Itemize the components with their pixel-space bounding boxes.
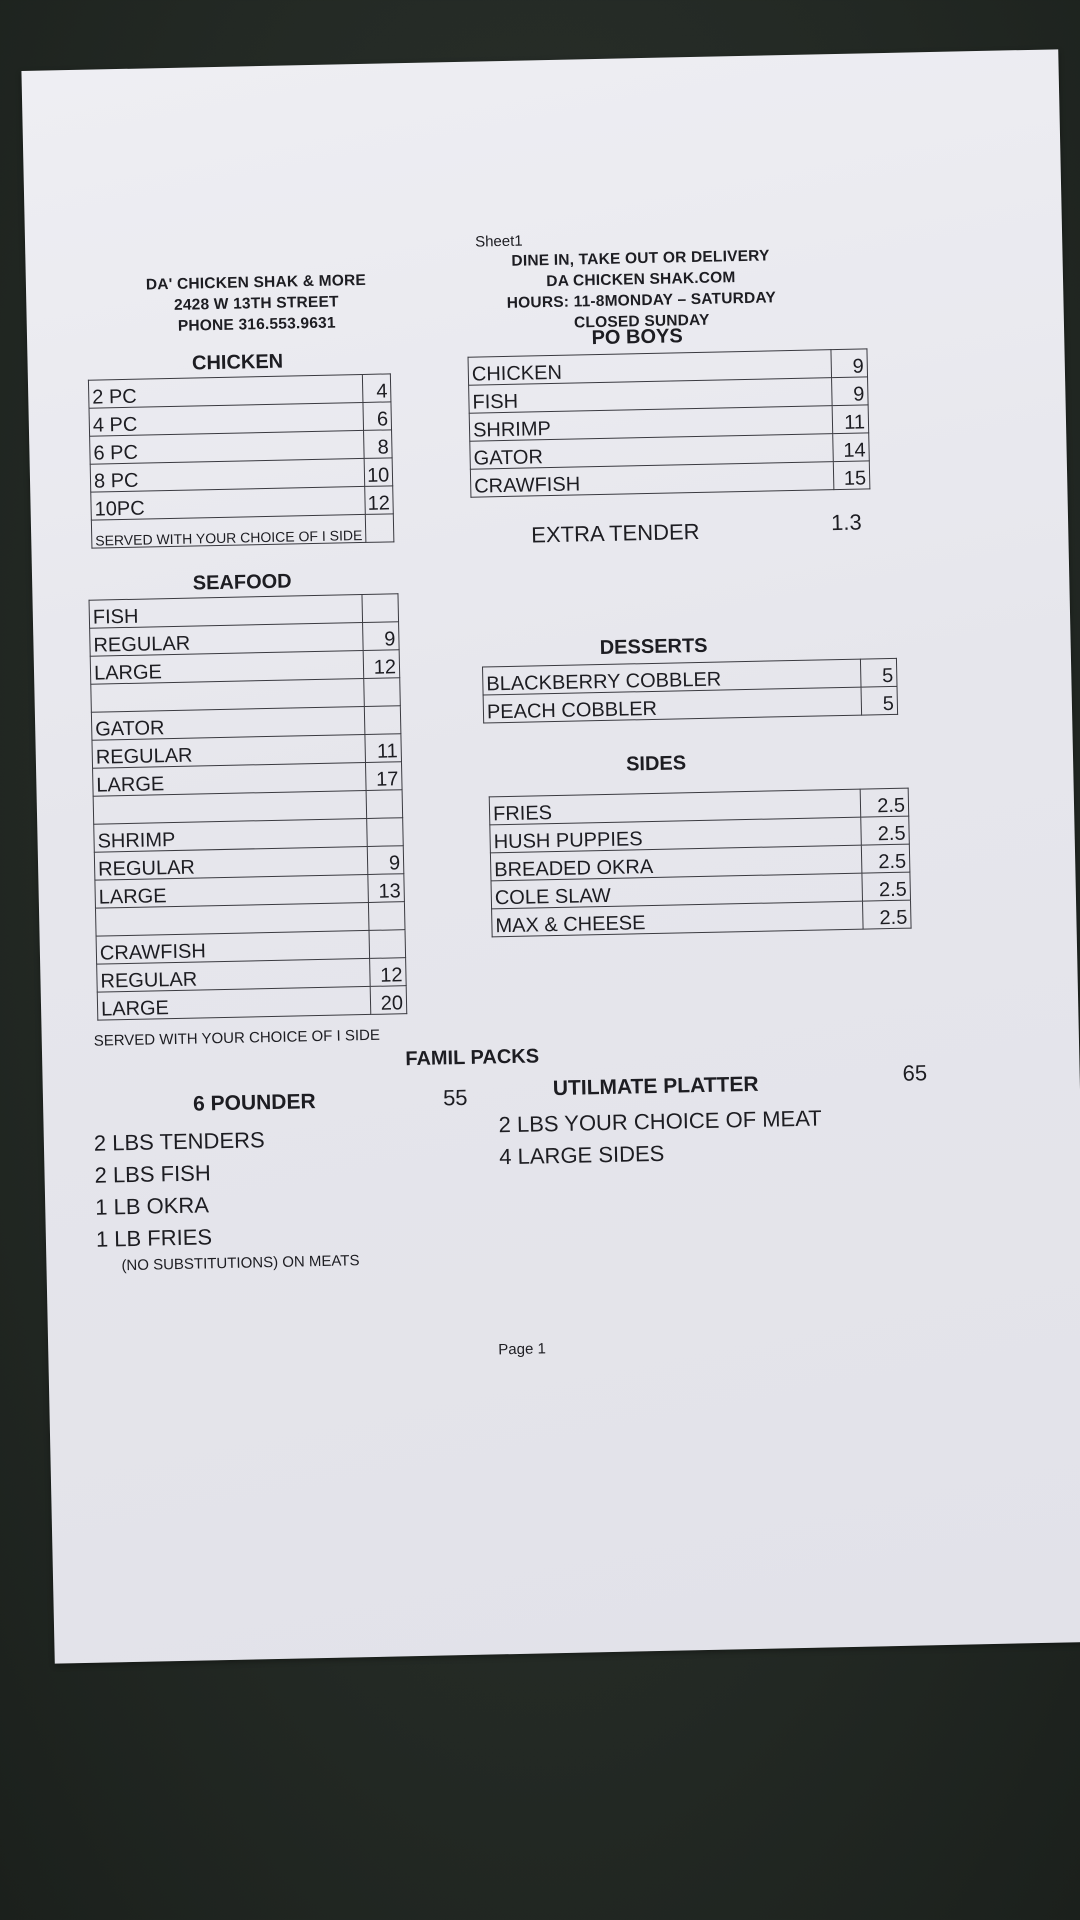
extra-tender-label: EXTRA TENDER [530, 518, 700, 548]
desserts-table [482, 658, 898, 724]
item-price: 9 [363, 622, 400, 651]
item-price: 2.5 [861, 844, 910, 873]
hours: HOURS: 11-8MONDAY – SATURDAY [506, 289, 777, 312]
item-price: 2.5 [862, 872, 911, 901]
item-price [366, 790, 403, 819]
item-name: REGULAR [97, 958, 371, 992]
item-name: SHRIMP [469, 406, 833, 442]
item-name: 2 PC [88, 374, 363, 408]
item-name: COLE SLAW [491, 873, 863, 909]
closed-day: CLOSED SUNDAY [573, 311, 710, 332]
item-price: 14 [833, 433, 870, 462]
item-name: FISH [89, 595, 363, 629]
item-price: 12 [370, 958, 407, 987]
item-name: LARGE [95, 874, 369, 908]
po-boys-title: PO BOYS [591, 325, 683, 350]
service-options: DINE IN, TAKE OUT OR DELIVERY [511, 247, 770, 270]
item-price: 13 [368, 874, 405, 903]
seafood-table [89, 593, 408, 1020]
sides-title: SIDES [625, 752, 687, 776]
item-price: 5 [861, 686, 898, 715]
item-price: 17 [365, 762, 402, 791]
item-price: 4 [362, 374, 391, 403]
item-name: LARGE [93, 762, 367, 796]
item-price: 5 [860, 658, 897, 687]
chicken-title: CHICKEN [191, 350, 284, 375]
item-price: 20 [370, 986, 407, 1015]
item-name: HUSH PUPPIES [490, 817, 862, 853]
seafood-note: SERVED WITH YOUR CHOICE OF I SIDE [93, 1026, 381, 1050]
item-price: 10 [364, 458, 393, 487]
item-price [364, 678, 401, 707]
item-price: 11 [365, 734, 402, 763]
pounder-contents [94, 1124, 267, 1256]
item-price: 9 [367, 846, 404, 875]
item-name: 10PC [91, 486, 366, 520]
extra-tender-price: 1.3 [830, 509, 862, 536]
list-item: 4 LARGE SIDES [499, 1140, 665, 1170]
item-name: BREADED OKRA [490, 845, 862, 881]
item-name: CHICKEN [468, 350, 832, 386]
item-price: 11 [832, 405, 869, 434]
item-price: 2.5 [863, 900, 912, 929]
item-price [362, 594, 399, 623]
item-price: 12 [365, 486, 394, 515]
family-packs-title: FAMIL PACKS [405, 1045, 540, 1071]
chicken-table [88, 373, 395, 548]
item-price [367, 818, 404, 847]
item-name: LARGE [97, 986, 371, 1020]
item-price: 15 [833, 461, 870, 490]
list-item: 1 LB OKRA [94, 1192, 210, 1220]
website: DA CHICKEN SHAK.COM [546, 269, 736, 291]
item-price: 2.5 [861, 816, 910, 845]
po-boys-table [468, 348, 871, 497]
platter-contents [498, 1103, 822, 1174]
item-name: 4 PC [89, 402, 364, 436]
platter-name: UTILMATE PLATTER [552, 1072, 759, 1101]
chicken-note: SERVED WITH YOUR CHOICE OF I SIDE [91, 514, 366, 548]
item-price: 8 [364, 430, 393, 459]
list-item: 1 LB FRIES [95, 1224, 213, 1252]
substitution-note: (NO SUBSTITUTIONS) ON MEATS [121, 1252, 360, 1275]
restaurant-address: 2428 W 13TH STREET [173, 293, 339, 314]
seafood-title: SEAFOOD [192, 570, 292, 595]
item-name: FRIES [489, 789, 861, 825]
service-info [475, 245, 807, 336]
item-name: GATOR [91, 706, 365, 740]
item-name: REGULAR [94, 846, 368, 880]
item-price: 9 [832, 377, 869, 406]
restaurant-info [116, 269, 397, 338]
item-price [364, 706, 401, 735]
item-name: FISH [469, 378, 833, 414]
sheet-label: Sheet1 [474, 232, 523, 251]
item-name: PEACH COBBLER [483, 687, 862, 723]
pounder-name: 6 POUNDER [192, 1090, 316, 1116]
page-number: Page 1 [498, 1340, 547, 1359]
restaurant-phone: PHONE 316.553.9631 [177, 314, 336, 335]
item-price [369, 930, 406, 959]
item-name: CRAWFISH [470, 462, 834, 498]
item-name: GATOR [470, 434, 834, 470]
item-name: BLACKBERRY COBBLER [483, 659, 862, 695]
item-name: CRAWFISH [96, 930, 370, 964]
item-name: 8 PC [90, 458, 365, 492]
list-item: 2 LBS FISH [94, 1160, 211, 1188]
item-price: 9 [831, 349, 868, 378]
menu-sheet [21, 49, 1080, 1663]
list-item: 2 LBS TENDERS [93, 1127, 265, 1156]
item-name: REGULAR [90, 623, 364, 657]
sides-table [489, 788, 912, 938]
pounder-price: 55 [442, 1084, 468, 1111]
platter-price: 65 [902, 1060, 928, 1086]
item-name: SHRIMP [94, 818, 368, 852]
desserts-title: DESSERTS [599, 634, 708, 660]
item-name: REGULAR [92, 734, 366, 768]
item-price: 2.5 [860, 788, 909, 817]
item-name: LARGE [90, 651, 364, 685]
restaurant-name: DA' CHICKEN SHAK & MORE [145, 271, 367, 294]
list-item: 2 LBS YOUR CHOICE OF MEAT [498, 1105, 822, 1138]
item-price: 12 [363, 650, 400, 679]
item-price: 6 [363, 402, 392, 431]
item-name: 6 PC [90, 430, 365, 464]
item-price [368, 902, 405, 931]
item-name: MAX & CHEESE [492, 901, 864, 937]
